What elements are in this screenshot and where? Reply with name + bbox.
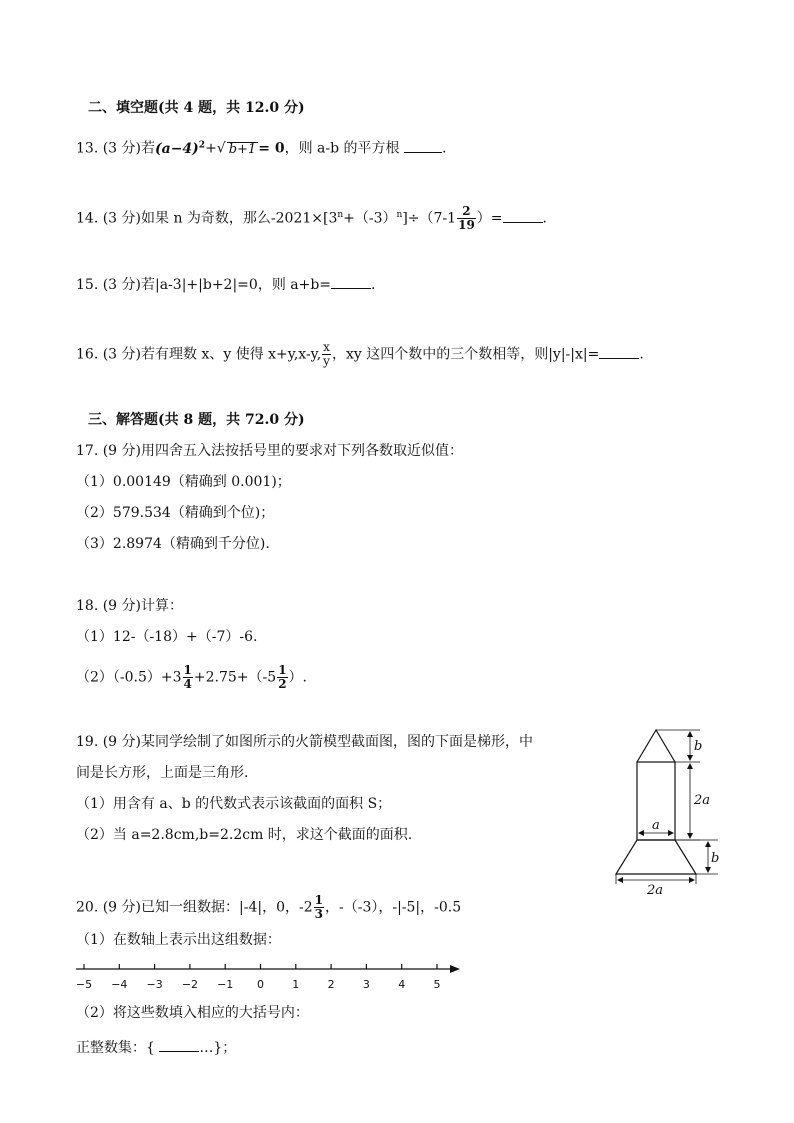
section-3-title: 三、解答题(共 8 题，共 72.0 分) [88, 412, 305, 428]
q17-item-3: （3）2.8974（精确到千分位). [76, 536, 270, 552]
rocket-triangle [637, 730, 675, 762]
question-15 [76, 274, 376, 295]
number-line-tick-label: −5 [75, 978, 93, 991]
label-2a-right: 2a [694, 793, 711, 808]
q18-f1-den: 4 [183, 677, 192, 691]
q18-f1-num: 1 [183, 663, 192, 677]
q18-f2-den: 2 [278, 677, 287, 691]
number-line-arrow-icon [450, 965, 460, 973]
q18-fraction-1 [183, 664, 193, 691]
q13-radicand: b+1 [228, 141, 257, 157]
label-2a-bottom: 2a [647, 883, 664, 897]
q14-frac-den: 19 [458, 218, 475, 233]
number-line-tick-label: −1 [217, 978, 234, 991]
q13-plus: + [205, 140, 217, 157]
q13-answer-blank[interactable] [404, 138, 442, 153]
q13-end: . [441, 140, 447, 157]
q14-frac-num: 2 [457, 205, 476, 219]
q20-stem-suffix: ，-（-3），-|-5|，-0.5 [324, 899, 462, 916]
q18-item2-end: ）. [288, 669, 307, 686]
question-18-stem: 18. (9 分)计算： [76, 598, 183, 614]
question-16 [76, 341, 644, 368]
q14-answer-blank[interactable] [503, 208, 543, 223]
q18-fraction-2 [277, 664, 287, 691]
q20-stem-prefix: 20. (9 分)已知一组数据：|-4|，0，-2 [76, 899, 313, 916]
q20-frac-den: 3 [314, 907, 323, 921]
number-line-tick-label: −2 [181, 978, 199, 991]
q15-answer-blank[interactable] [331, 274, 371, 289]
label-a-middle: a [652, 818, 660, 833]
q18-item2-mid: +2.75+（-5 [193, 669, 277, 686]
q19-item-1: （1）用含有 a、b 的代数式表示该截面的面积 S； [76, 796, 392, 812]
q20-fraction [314, 894, 324, 921]
q16-frac-num: x [323, 340, 330, 354]
q20-item-1: （1）在数轴上表示出这组数据： [76, 932, 281, 948]
rocket-cross-section-figure [608, 722, 728, 897]
q18-f2-num: 1 [278, 663, 287, 677]
q14-div: ]÷（7-1 [402, 210, 457, 227]
set-prefix: 正整数集：{ [76, 1040, 160, 1056]
q15-end: . [371, 277, 376, 293]
q18-item-2 [76, 664, 307, 691]
q13-prefix: 13. (3 分)若 [76, 140, 155, 157]
q20-item-2: （2）将这些数填入相应的大括号内： [76, 1005, 309, 1021]
set-answer-blank[interactable] [159, 1037, 199, 1052]
q16-prefix: 16. (3 分)若有理数 x、y 使得 x+y,x-y, [76, 346, 322, 363]
q18-item2-prefix: （2）（-0.5）+3 [76, 669, 182, 686]
section-2-title: 二、填空题(共 4 题，共 12.0 分) [88, 100, 305, 116]
q13-formula: (a−4) [155, 140, 199, 157]
set-suffix: …}； [199, 1040, 237, 1056]
q16-end: . [639, 346, 644, 363]
question-20-stem [76, 894, 461, 921]
number-line-tick-label: 1 [292, 978, 300, 991]
q13-suffix: ，则 a-b 的平方根 [284, 140, 404, 157]
q16-answer-blank[interactable] [599, 344, 639, 359]
q14-end: ）= [476, 210, 503, 227]
q20-positive-integer-set [76, 1037, 236, 1058]
question-19-line-2: 间是长方形，上面是三角形. [76, 765, 249, 781]
q14-pow2: n [396, 210, 403, 220]
q16-frac-den: y [323, 354, 330, 368]
q20-frac-num: 1 [314, 893, 323, 907]
q16-suffix: ，xy 这四个数中的三个数相等，则|y|-|x|= [331, 346, 600, 363]
question-14 [76, 205, 547, 232]
number-line-tick-label: 5 [433, 978, 441, 991]
question-13: 13. (3 分)若$(a-4)^2+√$ b+1 = 0，则 a-b 的平方根 . [76, 135, 446, 159]
q18-item-1: （1）12-（-18）+（-7）-6. [76, 629, 258, 645]
question-19-line-1: 19. (9 分)某同学绘制了如图所示的火箭模型截面图，图的下面是梯形，中 [76, 734, 533, 750]
q14-mid: +（-3） [343, 210, 397, 227]
number-line-tick-label: 4 [398, 978, 406, 991]
q15-text: 15. (3 分)若|a-3|+|b+2|=0，则 a+b= [76, 277, 332, 293]
label-b-bottom: b [711, 851, 720, 866]
q16-fraction [322, 341, 331, 368]
number-line-tick-label: 0 [257, 978, 264, 991]
q13-power: 2 [198, 140, 206, 150]
q14-prefix: 14. (3 分)如果 n 为奇数，那么-2021×[3 [76, 210, 338, 227]
q17-item-1: （1）0.00149（精确到 0.001)； [76, 474, 291, 490]
rocket-trapezoid [616, 840, 696, 874]
number-line-tick-label: 2 [327, 978, 335, 991]
q17-item-2: （2）579.534（精确到个位)； [76, 505, 275, 521]
label-b-top: b [694, 739, 703, 754]
q14-pow1: n [337, 210, 344, 220]
q19-item-2: （2）当 a=2.8cm,b=2.2cm 时，求这个截面的面积. [76, 827, 413, 843]
number-line [72, 958, 464, 994]
number-line-tick-label: 3 [362, 978, 370, 991]
q13-eq: = 0 [258, 140, 285, 157]
q14-period: . [542, 210, 547, 227]
question-17-stem: 17. (9 分)用四舍五入法按括号里的要求对下列各数取近似值： [76, 443, 463, 459]
number-line-tick-label: −3 [146, 978, 163, 991]
number-line-tick-label: −4 [111, 978, 128, 991]
q14-fraction [457, 205, 476, 232]
